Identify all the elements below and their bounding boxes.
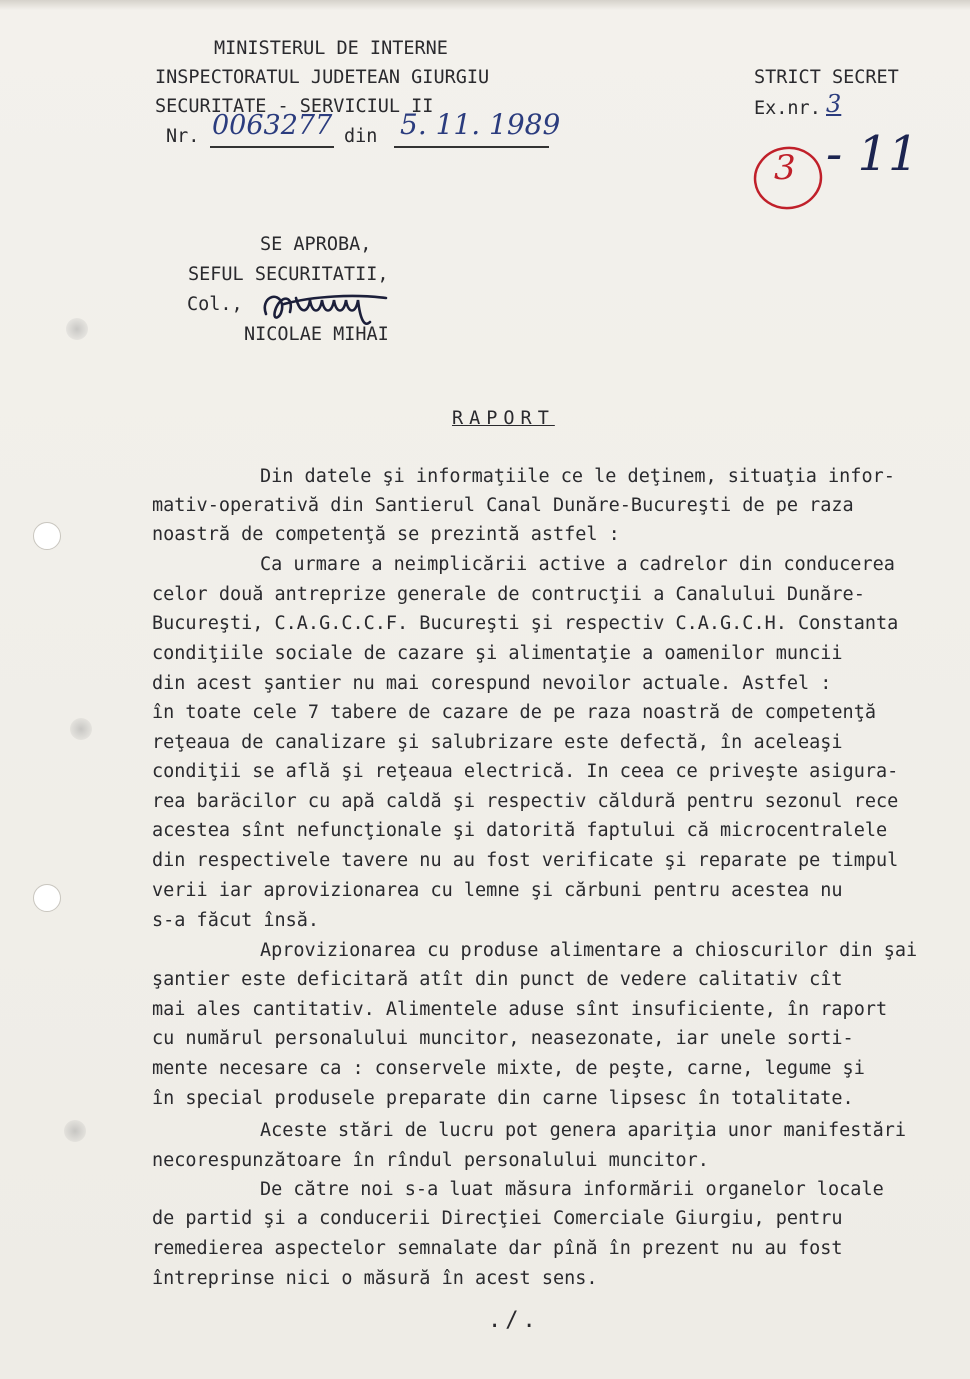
paper-smudge	[64, 1120, 86, 1142]
ex-number: 3	[826, 90, 842, 118]
body-line: mente necesare ca : conservele mixte, de peşte, carne, legume şi	[152, 1058, 865, 1079]
body-line: s-a făcut însă.	[152, 910, 320, 931]
body-line: mativ-operativă din Santierul Canal Dunăre-Bucureşti de pe raza	[152, 495, 854, 516]
document-date: 5. 11. 1989	[400, 108, 561, 141]
approval-line-2: SEFUL SECURITATII,	[188, 264, 389, 285]
stamp-number: 3	[774, 148, 796, 188]
din-label: din	[344, 126, 378, 147]
body-line: verii iar aprovizionarea cu lemne şi cărbuni pentru acestea nu	[152, 880, 843, 901]
body-line: şantier este deficitară atît din punct de vedere calitativ cît	[152, 969, 843, 990]
paper-smudge	[66, 318, 88, 340]
approval-line-4: NICOLAE MIHAI	[244, 324, 389, 345]
page-continuation-marker: ./.	[488, 1308, 540, 1333]
body-line: din acest şantier nu mai corespund nevoilor actuale. Astfel :	[152, 673, 832, 694]
body-line: Din datele şi informaţiile ce le deţinem, situaţia infor-	[260, 466, 895, 487]
body-line: Bucureşti, C.A.G.C.C.F. Bucureşti şi respectiv C.A.G.C.H. Constanta	[152, 613, 899, 634]
ex-label: Ex.nr.	[754, 98, 821, 119]
body-line: De către noi s-a luat măsura informării organelor locale	[260, 1179, 884, 1200]
handwritten-signature	[254, 284, 404, 330]
body-line: condiţii se află şi reţeaua electrică. In ceea ce priveşte asigura-	[152, 761, 899, 782]
body-line: necorespunzătoare în rîndul personalului muncitor.	[152, 1150, 709, 1171]
nr-underline	[210, 146, 334, 148]
body-line: acestea sînt nefuncţionale şi datorită faptului că microcentralele	[152, 820, 888, 841]
service-line: SECURITATE - SERVICIUL II	[155, 96, 434, 117]
nr-label: Nr.	[166, 126, 200, 147]
body-line: în toate cele 7 tabere de cazare de pe raza noastră de competenţă	[152, 702, 876, 723]
approval-line-3: Col.,	[187, 294, 243, 315]
body-line: Ca urmare a neimplicării active a cadrelor din conducerea	[260, 554, 895, 575]
report-title: RAPORT	[452, 408, 555, 429]
registration-number: 0063277	[212, 110, 333, 141]
body-line: de partid şi a conducerii Direcţiei Comerciale Giurgiu, pentru	[152, 1208, 843, 1229]
punch-hole	[33, 522, 61, 550]
body-line: celor două antreprize generale de contrucţii a Canalului Dunăre-	[152, 584, 865, 605]
classification-label: STRICT SECRET	[754, 67, 899, 88]
body-line: cu numărul personalului muncitor, neasezonate, iar unele sorti-	[152, 1028, 854, 1049]
body-line: remedierea aspectelor semnalate dar pînă în prezent nu au fost	[152, 1238, 843, 1259]
body-line: din respectivele tavere nu au fost verificate şi reparate pe timpul	[152, 850, 899, 871]
punch-hole	[33, 884, 61, 912]
body-line: rea baräcilor cu apă caldă şi respectiv căldură pentru sezonul rece	[152, 791, 899, 812]
scan-shadow	[0, 0, 970, 10]
body-line: mai ales cantitativ. Alimentele aduse sînt insuficiente, în raport	[152, 999, 888, 1020]
date-underline	[394, 146, 549, 148]
body-line: condiţiile sociale de cazare şi alimentaţie a oamenilor muncii	[152, 643, 843, 664]
body-line: întreprinse nici o măsură în acest sens.	[152, 1268, 598, 1289]
ministry-line: MINISTERUL DE INTERNE	[214, 38, 448, 59]
body-line: reţeaua de canalizare şi salubrizare este defectă, în aceleaşi	[152, 732, 843, 753]
body-line: noastră de competenţă se prezintă astfel :	[152, 524, 620, 545]
paper-smudge	[70, 718, 92, 740]
folio-number: - 11	[826, 126, 919, 182]
body-line: Aprovizionarea cu produse alimentare a chioscurilor din şai	[260, 940, 918, 961]
body-line: Aceste stări de lucru pot genera apariţia unor manifestări	[260, 1120, 907, 1141]
body-line: în special produsele preparate din carne lipsesc în totalitate.	[152, 1088, 854, 1109]
inspectorate-line: INSPECTORATUL JUDETEAN GIURGIU	[155, 67, 490, 88]
approval-line-1: SE APROBA,	[260, 234, 372, 255]
